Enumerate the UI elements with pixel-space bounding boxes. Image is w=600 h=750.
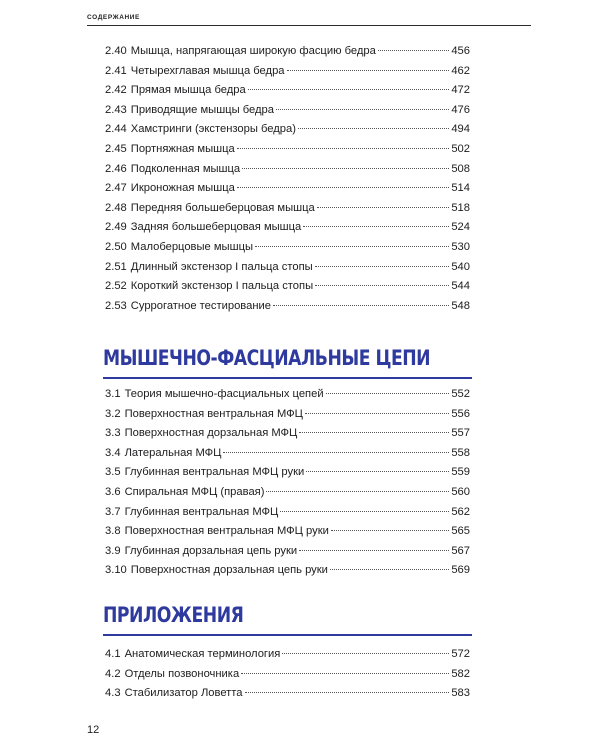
toc-entry-page: 560: [451, 485, 470, 498]
toc-entry-page: 544: [451, 280, 470, 293]
toc-entry-page: 548: [451, 299, 470, 312]
toc-entry: [105, 687, 470, 707]
toc-entry-title: Подколенная мышца: [130, 162, 241, 175]
toc-list-chains: [105, 388, 470, 584]
toc-entry: [105, 123, 470, 143]
dot-leader: [298, 128, 449, 129]
section-title-appendix: ПРИЛОЖЕНИЯ: [103, 603, 244, 627]
toc-entry: [105, 408, 470, 428]
header-rule: [87, 25, 531, 26]
toc-entry: [105, 182, 470, 202]
toc-entry-title: Приводящие мышцы бедра: [130, 103, 274, 116]
dot-leader: [287, 70, 450, 71]
toc-entry-number: 3.9: [105, 544, 121, 557]
toc-entry-number: 2.41: [105, 64, 127, 77]
dot-leader: [280, 511, 449, 512]
toc-entry-number: 2.51: [105, 260, 127, 273]
dot-leader: [299, 432, 449, 433]
toc-entry-number: 4.3: [105, 687, 121, 700]
toc-entry-title: Стабилизатор Ловетта: [124, 687, 243, 700]
toc-entry-title: Мышца, напрягающая широкую фасцию бедра: [130, 45, 376, 57]
toc-entry-number: 3.8: [105, 525, 121, 538]
toc-entry: [105, 202, 470, 222]
toc-entry-number: 3.5: [105, 466, 121, 479]
toc-entry-page: 514: [451, 182, 470, 195]
toc-entry-title: Спиральная МФЦ (правая): [124, 485, 265, 498]
toc-entry-page: 530: [451, 240, 470, 253]
section-title-chains: МЫШЕЧНО-ФАСЦИАЛЬНЫЕ ЦЕПИ: [103, 346, 431, 370]
toc-entry-number: 2.52: [105, 280, 127, 293]
toc-entry-number: 3.10: [105, 564, 127, 577]
toc-entry: [105, 506, 470, 526]
toc-entry: [105, 447, 470, 467]
toc-entry: [105, 261, 470, 281]
toc-entry-title: Малоберцовые мышцы: [130, 240, 254, 253]
page-number: 12: [87, 724, 100, 736]
toc-entry-title: Портняжная мышца: [130, 142, 235, 155]
toc-entry-page: 472: [451, 84, 470, 97]
dot-leader: [237, 187, 450, 188]
toc-entry-title: Теория мышечно-фасциальных цепей: [124, 388, 324, 400]
toc-entry-number: 2.44: [105, 123, 127, 136]
toc-entry: [105, 221, 470, 241]
dot-leader: [242, 168, 449, 169]
dot-leader: [282, 653, 449, 654]
toc-entry-number: 2.53: [105, 299, 127, 312]
toc-entry-page: 558: [451, 446, 470, 459]
toc-entry-title: Анатомическая терминология: [124, 648, 281, 660]
toc-entry-page: 552: [451, 388, 470, 400]
toc-entry: [105, 104, 470, 124]
toc-entry-page: 572: [451, 648, 470, 660]
toc-entry-title: Отделы позвоночника: [124, 667, 240, 680]
toc-entry-number: 2.47: [105, 182, 127, 195]
toc-entry: [105, 143, 470, 163]
toc-entry-number: 3.6: [105, 485, 121, 498]
toc-entry-page: 518: [451, 201, 470, 214]
toc-entry: [105, 648, 470, 668]
toc-entry-page: 456: [451, 45, 470, 57]
dot-leader: [303, 226, 449, 227]
toc-entry: [105, 564, 470, 584]
toc-entry-number: 2.43: [105, 103, 127, 116]
toc-entry: [105, 65, 470, 85]
toc-entry: [105, 163, 470, 183]
toc-entry-page: 567: [451, 544, 470, 557]
toc-entry-number: 3.2: [105, 407, 121, 420]
toc-entry-title: Латеральная МФЦ: [124, 446, 222, 459]
dot-leader: [276, 109, 449, 110]
toc-entry-page: 502: [451, 142, 470, 155]
toc-entry-title: Поверхностная вентральная МФЦ руки: [124, 525, 329, 538]
dot-leader: [241, 673, 449, 674]
dot-leader: [315, 266, 450, 267]
toc-entry: [105, 486, 470, 506]
toc-entry-page: 556: [451, 407, 470, 420]
toc-list-appendix: [105, 648, 470, 707]
toc-entry-number: 2.42: [105, 84, 127, 97]
toc-entry-title: Четырехглавая мышца бедра: [130, 64, 285, 77]
dot-leader: [266, 491, 449, 492]
toc-entry-title: Поверхностная дорзальная МФЦ: [124, 427, 298, 440]
toc-entry-number: 3.7: [105, 505, 121, 518]
toc-entry-page: 540: [451, 260, 470, 273]
dot-leader: [330, 569, 449, 570]
toc-entry-title: Поверхностная дорзальная цепь руки: [130, 564, 328, 577]
dot-leader: [237, 148, 450, 149]
toc-entry: [105, 241, 470, 261]
toc-entry-page: 565: [451, 525, 470, 538]
toc-entry-title: Глубинная вентральная МФЦ руки: [124, 466, 305, 479]
toc-entry: [105, 466, 470, 486]
toc-entry-number: 4.2: [105, 667, 121, 680]
toc-entry: [105, 545, 470, 565]
dot-leader: [315, 285, 449, 286]
toc-entry-page: 583: [451, 687, 470, 700]
dot-leader: [331, 530, 449, 531]
toc-entry: [105, 525, 470, 545]
dot-leader: [255, 246, 449, 247]
section-rule-chains: [103, 377, 472, 379]
toc-entry-page: 582: [451, 667, 470, 680]
toc-entry-page: 476: [451, 103, 470, 116]
toc-entry-title: Передняя большеберцовая мышца: [130, 201, 315, 214]
toc-entry-page: 569: [451, 564, 470, 577]
toc-entry: [105, 388, 470, 408]
dot-leader: [317, 207, 450, 208]
toc-entry: [105, 300, 470, 320]
toc-entry: [105, 427, 470, 447]
toc-entry-page: 524: [451, 221, 470, 234]
toc-entry-page: 557: [451, 427, 470, 440]
dot-leader: [273, 305, 449, 306]
toc-entry-number: 4.1: [105, 648, 121, 660]
dot-leader: [326, 393, 450, 394]
toc-entry-page: 462: [451, 64, 470, 77]
toc-entry-number: 2.49: [105, 221, 127, 234]
toc-entry-number: 3.3: [105, 427, 121, 440]
toc-list-muscles: [105, 45, 470, 319]
toc-entry-title: Суррогатное тестирование: [130, 299, 271, 312]
dot-leader: [223, 452, 449, 453]
toc-entry-title: Хамстринги (экстензоры бедра): [130, 123, 296, 136]
toc-entry-title: Задняя большеберцовая мышца: [130, 221, 302, 234]
toc-entry-title: Длинный экстензор I пальца стопы: [130, 260, 313, 273]
toc-entry: [105, 280, 470, 300]
toc-entry-number: 2.50: [105, 240, 127, 253]
toc-entry-title: Прямая мышца бедра: [130, 84, 246, 97]
toc-entry-page: 559: [451, 466, 470, 479]
toc-entry: [105, 84, 470, 104]
toc-entry-page: 508: [451, 162, 470, 175]
toc-entry-number: 2.46: [105, 162, 127, 175]
toc-entry-page: 562: [451, 505, 470, 518]
dot-leader: [248, 89, 450, 90]
dot-leader: [378, 50, 450, 51]
toc-entry-number: 2.45: [105, 142, 127, 155]
toc-entry-title: Глубинная вентральная МФЦ: [124, 505, 279, 518]
toc-entry: [105, 45, 470, 65]
toc-entry-page: 494: [451, 123, 470, 136]
toc-entry-title: Икроножная мышца: [130, 182, 235, 195]
toc-entry-number: 3.1: [105, 388, 121, 400]
toc-entry-number: 2.40: [105, 45, 127, 57]
dot-leader: [305, 413, 449, 414]
dot-leader: [299, 550, 449, 551]
running-head: СОДЕРЖАНИЕ: [87, 14, 140, 21]
toc-entry-title: Короткий экстензор I пальца стопы: [130, 280, 314, 293]
dot-leader: [245, 692, 450, 693]
toc-entry-number: 3.4: [105, 446, 121, 459]
toc-entry: [105, 668, 470, 688]
toc-entry-title: Поверхностная вентральная МФЦ: [124, 407, 303, 420]
toc-entry-title: Глубинная дорзальная цепь руки: [124, 544, 298, 557]
dot-leader: [306, 471, 449, 472]
section-rule-appendix: [103, 634, 472, 636]
toc-entry-number: 2.48: [105, 201, 127, 214]
